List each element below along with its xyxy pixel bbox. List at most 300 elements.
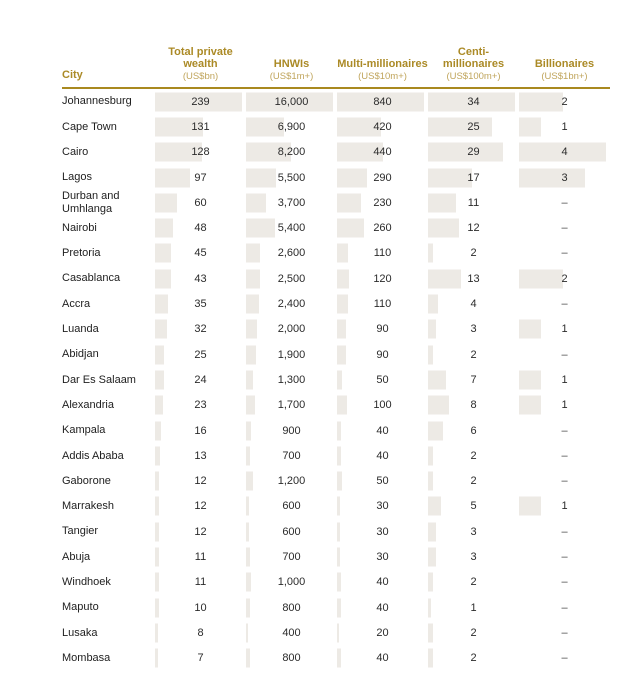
value-text: 7 xyxy=(470,373,477,386)
value-text: 4 xyxy=(470,298,477,311)
column-sublabel: (US$bn) xyxy=(182,71,219,82)
table-row xyxy=(62,165,610,190)
city-cell: Accra xyxy=(62,297,91,310)
value-cell xyxy=(337,241,428,266)
data-bar xyxy=(246,345,256,364)
value-text: 2 xyxy=(470,449,477,462)
value-cell xyxy=(246,241,337,266)
table-row xyxy=(62,418,610,443)
value-cell xyxy=(155,367,246,392)
value-cell xyxy=(519,342,610,367)
column-label: Multi-millionaires xyxy=(337,58,428,70)
value-text: 2,600 xyxy=(277,247,306,260)
column-header xyxy=(155,46,246,82)
value-text: 32 xyxy=(194,323,207,336)
value-cell xyxy=(246,443,337,468)
value-text: 16,000 xyxy=(274,95,309,108)
value-text: 800 xyxy=(282,652,301,665)
value-text: 12 xyxy=(194,500,207,513)
value-text: 3 xyxy=(470,323,477,336)
value-empty-dash: – xyxy=(561,424,568,437)
value-empty-dash: – xyxy=(561,576,568,589)
value-cell xyxy=(337,140,428,165)
data-bar xyxy=(155,269,171,288)
data-bar xyxy=(428,421,443,440)
value-cell xyxy=(155,342,246,367)
value-text: 13 xyxy=(194,449,207,462)
data-bar xyxy=(246,168,276,187)
value-text: 30 xyxy=(376,525,389,538)
value-cell xyxy=(428,646,519,671)
value-text: 40 xyxy=(376,576,389,589)
value-cell xyxy=(155,215,246,240)
value-cell xyxy=(428,494,519,519)
value-cell xyxy=(519,418,610,443)
table-row xyxy=(62,595,610,620)
value-text: 34 xyxy=(467,95,480,108)
city-cell: Maputo xyxy=(62,601,99,614)
value-cell xyxy=(246,519,337,544)
data-bar xyxy=(246,497,249,516)
data-bar xyxy=(155,446,160,465)
city-cell: Cape Town xyxy=(62,120,117,133)
value-cell xyxy=(246,544,337,569)
data-bar xyxy=(337,649,341,668)
value-text: 400 xyxy=(282,626,301,639)
data-bar xyxy=(246,370,253,389)
data-bar xyxy=(519,396,541,415)
value-empty-dash: – xyxy=(561,626,568,639)
value-text: 5,400 xyxy=(277,222,306,235)
data-bar xyxy=(519,92,563,111)
data-bar xyxy=(337,446,341,465)
data-bar xyxy=(428,244,433,263)
table-row xyxy=(62,342,610,367)
data-bar xyxy=(337,320,346,339)
data-bar xyxy=(337,219,364,238)
city-cell: Gaborone xyxy=(62,474,111,487)
value-text: 230 xyxy=(373,196,392,209)
data-bar xyxy=(246,244,260,263)
table-row xyxy=(62,468,610,493)
data-bar xyxy=(337,269,349,288)
value-cell xyxy=(246,367,337,392)
data-bar xyxy=(337,168,367,187)
value-cell xyxy=(519,468,610,493)
value-cell xyxy=(337,418,428,443)
data-bar xyxy=(155,497,159,516)
value-text: 3 xyxy=(561,171,568,184)
data-bar xyxy=(428,117,492,136)
value-text: 40 xyxy=(376,652,389,665)
value-cell xyxy=(246,140,337,165)
value-cell xyxy=(155,317,246,342)
city-cell: Pretoria xyxy=(62,247,101,260)
value-cell xyxy=(337,266,428,291)
value-cell xyxy=(428,241,519,266)
city-cell: Abidjan xyxy=(62,348,99,361)
column-header-city: City xyxy=(62,69,83,81)
data-bar xyxy=(428,295,438,314)
data-bar xyxy=(337,497,340,516)
value-text: 3 xyxy=(470,525,477,538)
value-text: 3,700 xyxy=(277,196,306,209)
data-bar xyxy=(155,168,190,187)
value-text: 2 xyxy=(561,272,568,285)
value-cell xyxy=(428,190,519,215)
value-cell xyxy=(155,570,246,595)
value-empty-dash: – xyxy=(561,196,568,209)
data-bar xyxy=(428,143,503,162)
value-cell xyxy=(246,291,337,316)
data-bar xyxy=(428,623,433,642)
value-text: 4 xyxy=(561,146,568,159)
column-header xyxy=(246,58,337,82)
value-cell xyxy=(155,646,246,671)
table-row xyxy=(62,89,610,114)
value-cell xyxy=(519,241,610,266)
value-cell xyxy=(337,215,428,240)
value-cell xyxy=(246,595,337,620)
value-text: 30 xyxy=(376,500,389,513)
city-cell: Marrakesh xyxy=(62,500,114,513)
value-text: 12 xyxy=(194,525,207,538)
value-text: 11 xyxy=(194,550,207,563)
data-bar xyxy=(246,547,250,566)
value-text: 29 xyxy=(467,146,480,159)
value-text: 43 xyxy=(194,272,207,285)
value-text: 35 xyxy=(194,298,207,311)
value-text: 1 xyxy=(561,399,568,412)
data-bar xyxy=(155,547,159,566)
value-cell xyxy=(155,165,246,190)
value-cell xyxy=(428,342,519,367)
data-bar xyxy=(246,446,250,465)
city-cell: Durban and Umhlanga xyxy=(62,190,120,215)
value-text: 11 xyxy=(194,576,207,589)
value-text: 239 xyxy=(191,95,210,108)
value-text: 2 xyxy=(470,247,477,260)
city-cell: Alexandria xyxy=(62,398,114,411)
table-row xyxy=(62,291,610,316)
data-bar xyxy=(246,598,250,617)
data-bar xyxy=(155,472,159,491)
value-text: 3 xyxy=(470,550,477,563)
value-empty-dash: – xyxy=(561,550,568,563)
city-cell: Mombasa xyxy=(62,651,111,664)
city-cell: Addis Ababa xyxy=(62,449,124,462)
value-cell xyxy=(155,519,246,544)
table-row xyxy=(62,190,610,215)
data-bar xyxy=(155,244,171,263)
value-text: 17 xyxy=(467,171,480,184)
value-text: 90 xyxy=(376,348,389,361)
table-row xyxy=(62,646,610,671)
table-row xyxy=(62,367,610,392)
value-cell xyxy=(519,215,610,240)
value-text: 800 xyxy=(282,601,301,614)
table-row xyxy=(62,215,610,240)
value-cell xyxy=(246,418,337,443)
value-text: 50 xyxy=(376,373,389,386)
value-text: 40 xyxy=(376,449,389,462)
data-bar xyxy=(428,370,446,389)
table-body xyxy=(62,89,610,671)
data-bar xyxy=(337,472,342,491)
value-empty-dash: – xyxy=(561,348,568,361)
value-cell xyxy=(246,393,337,418)
data-bar xyxy=(155,193,177,212)
value-cell xyxy=(337,342,428,367)
data-bar xyxy=(337,598,341,617)
value-text: 1,700 xyxy=(277,399,306,412)
value-cell xyxy=(519,570,610,595)
data-bar xyxy=(155,649,158,668)
data-bar xyxy=(428,598,431,617)
value-text: 900 xyxy=(282,424,301,437)
value-text: 12 xyxy=(194,475,207,488)
data-bar xyxy=(155,219,173,238)
value-cell xyxy=(519,114,610,139)
value-text: 48 xyxy=(194,222,207,235)
value-text: 290 xyxy=(373,171,392,184)
value-empty-dash: – xyxy=(561,449,568,462)
value-cell xyxy=(428,291,519,316)
value-cell xyxy=(519,317,610,342)
value-empty-dash: – xyxy=(561,475,568,488)
city-cell: Windhoek xyxy=(62,576,111,589)
value-cell xyxy=(337,317,428,342)
value-cell xyxy=(428,544,519,569)
value-cell xyxy=(155,266,246,291)
data-bar xyxy=(428,446,433,465)
city-wealth-table xyxy=(62,46,610,671)
value-text: 13 xyxy=(467,272,480,285)
value-cell xyxy=(337,620,428,645)
value-cell xyxy=(246,165,337,190)
value-text: 110 xyxy=(373,298,392,311)
data-bar xyxy=(246,396,255,415)
value-text: 2,500 xyxy=(277,272,306,285)
data-bar xyxy=(337,396,347,415)
value-text: 8 xyxy=(470,399,477,412)
value-empty-dash: – xyxy=(561,601,568,614)
city-cell: Tangier xyxy=(62,525,99,538)
city-cell: Abuja xyxy=(62,550,91,563)
value-cell xyxy=(246,342,337,367)
value-cell xyxy=(155,620,246,645)
data-bar xyxy=(428,522,436,541)
column-header xyxy=(519,58,610,82)
table-row xyxy=(62,241,610,266)
value-cell xyxy=(519,443,610,468)
value-empty-dash: – xyxy=(561,525,568,538)
data-bar xyxy=(337,573,341,592)
column-sublabel: (US$10m+) xyxy=(358,71,407,82)
data-bar xyxy=(519,117,541,136)
city-cell: Lagos xyxy=(62,171,92,184)
city-cell: Dar Es Salaam xyxy=(62,373,136,386)
value-cell xyxy=(246,190,337,215)
value-cell xyxy=(337,519,428,544)
city-cell: Nairobi xyxy=(62,221,97,234)
value-cell xyxy=(337,190,428,215)
value-text: 25 xyxy=(194,348,207,361)
data-bar xyxy=(246,649,250,668)
value-cell xyxy=(246,570,337,595)
value-empty-dash: – xyxy=(561,298,568,311)
data-bar xyxy=(519,320,541,339)
data-bar xyxy=(337,522,340,541)
value-text: 12 xyxy=(467,222,480,235)
value-text: 1 xyxy=(561,120,568,133)
value-cell xyxy=(519,367,610,392)
data-bar xyxy=(428,193,456,212)
value-text: 1 xyxy=(561,323,568,336)
column-sublabel: (US$100m+) xyxy=(446,71,501,82)
value-cell xyxy=(246,114,337,139)
data-bar xyxy=(428,472,433,491)
value-text: 700 xyxy=(282,550,301,563)
data-bar xyxy=(155,598,159,617)
value-cell xyxy=(337,89,428,114)
data-bar xyxy=(428,547,436,566)
value-text: 1,000 xyxy=(277,576,306,589)
data-bar xyxy=(428,497,441,516)
city-cell: Luanda xyxy=(62,323,99,336)
city-cell: Johannesburg xyxy=(62,95,132,108)
data-bar xyxy=(337,193,361,212)
data-bar xyxy=(155,345,164,364)
data-bar xyxy=(246,522,249,541)
table-row xyxy=(62,494,610,519)
value-text: 90 xyxy=(376,323,389,336)
value-cell xyxy=(519,140,610,165)
value-text: 6 xyxy=(470,424,477,437)
value-text: 60 xyxy=(194,196,207,209)
data-bar xyxy=(428,396,449,415)
value-cell xyxy=(246,620,337,645)
city-cell: Casablanca xyxy=(62,272,121,285)
value-text: 40 xyxy=(376,424,389,437)
value-text: 7 xyxy=(197,652,204,665)
column-header xyxy=(428,46,519,82)
data-bar xyxy=(428,269,461,288)
data-bar xyxy=(246,193,266,212)
value-cell xyxy=(337,291,428,316)
value-text: 600 xyxy=(282,525,301,538)
value-cell xyxy=(519,266,610,291)
data-bar xyxy=(519,497,541,516)
table-row xyxy=(62,570,610,595)
value-text: 10 xyxy=(194,601,207,614)
value-cell xyxy=(519,620,610,645)
value-text: 840 xyxy=(373,95,392,108)
value-text: 23 xyxy=(194,399,207,412)
column-label: Billionaires xyxy=(534,58,595,70)
value-text: 260 xyxy=(373,222,392,235)
column-sublabel: (US$1m+) xyxy=(269,71,314,82)
data-bar xyxy=(428,649,433,668)
value-cell xyxy=(428,367,519,392)
value-cell xyxy=(519,494,610,519)
data-bar xyxy=(246,623,248,642)
value-cell xyxy=(155,393,246,418)
value-cell xyxy=(155,140,246,165)
value-cell xyxy=(337,595,428,620)
value-text: 50 xyxy=(376,475,389,488)
value-cell xyxy=(337,570,428,595)
value-text: 1 xyxy=(561,373,568,386)
city-cell: Kampala xyxy=(62,424,106,437)
table-header xyxy=(62,46,610,89)
value-cell xyxy=(428,468,519,493)
data-bar xyxy=(246,472,253,491)
value-text: 100 xyxy=(373,399,392,412)
value-cell xyxy=(519,190,610,215)
value-text: 8 xyxy=(197,626,204,639)
value-text: 110 xyxy=(373,247,392,260)
column-label: Centi-millionaires xyxy=(442,46,505,70)
value-text: 25 xyxy=(467,120,480,133)
table-row xyxy=(62,620,610,645)
value-cell xyxy=(428,165,519,190)
value-cell xyxy=(519,595,610,620)
data-bar xyxy=(246,573,251,592)
data-bar xyxy=(337,345,346,364)
value-text: 600 xyxy=(282,500,301,513)
city-cell: Cairo xyxy=(62,145,89,158)
value-cell xyxy=(428,114,519,139)
value-cell xyxy=(155,89,246,114)
value-text: 2 xyxy=(470,348,477,361)
value-cell xyxy=(246,266,337,291)
value-text: 1,300 xyxy=(277,373,306,386)
data-bar xyxy=(428,345,433,364)
data-bar xyxy=(337,370,342,389)
value-cell xyxy=(246,317,337,342)
value-empty-dash: – xyxy=(561,652,568,665)
value-cell xyxy=(337,468,428,493)
data-bar xyxy=(428,219,459,238)
table-row xyxy=(62,544,610,569)
data-bar xyxy=(519,168,585,187)
value-text: 8,200 xyxy=(277,146,306,159)
data-bar xyxy=(155,370,164,389)
value-cell xyxy=(337,443,428,468)
value-text: 1 xyxy=(561,500,568,513)
value-text: 2 xyxy=(470,626,477,639)
value-text: 1,900 xyxy=(277,348,306,361)
value-cell xyxy=(519,291,610,316)
value-cell xyxy=(337,367,428,392)
value-cell xyxy=(428,595,519,620)
value-text: 440 xyxy=(373,146,392,159)
column-label: Total private wealth xyxy=(168,46,233,70)
value-text: 30 xyxy=(376,550,389,563)
value-cell xyxy=(155,190,246,215)
value-text: 97 xyxy=(194,171,207,184)
value-cell xyxy=(155,241,246,266)
value-cell xyxy=(428,418,519,443)
value-cell xyxy=(246,494,337,519)
value-text: 24 xyxy=(194,373,207,386)
value-empty-dash: – xyxy=(561,247,568,260)
value-text: 1 xyxy=(470,601,477,614)
table-row xyxy=(62,266,610,291)
column-sublabel: (US$1bn+) xyxy=(541,71,588,82)
data-bar xyxy=(519,370,541,389)
